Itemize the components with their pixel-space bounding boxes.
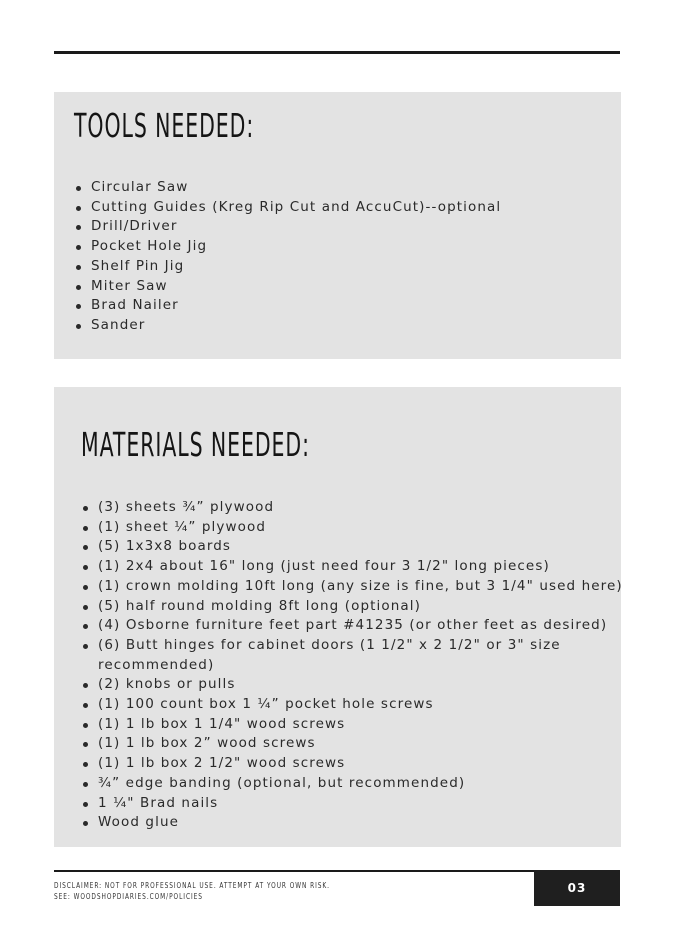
list-item: (1) sheet ¼” plywood	[82, 518, 612, 538]
list-item: (1) 100 count box 1 ¼” pocket hole screws	[82, 695, 612, 715]
tools-list	[75, 178, 501, 336]
materials-needed-panel	[54, 387, 621, 847]
list-item: (1) 1 lb box 1 1/4" wood screws	[82, 715, 612, 735]
list-item: Shelf Pin Jig	[75, 257, 501, 277]
list-item: (1) crown molding 10ft long (any size is fine, but 3 1/4" used here)	[82, 577, 612, 597]
list-item: Cutting Guides (Kreg Rip Cut and AccuCut)--optional	[75, 198, 501, 218]
list-item: ¾” edge banding (optional, but recommended)	[82, 774, 612, 794]
tools-heading: TOOLS NEEDED:	[74, 106, 255, 145]
list-item: (6) Butt hinges for cabinet doors (1 1/2" x 2 1/2" or 3" size recommended)	[82, 636, 612, 675]
list-item: (5) 1x3x8 boards	[82, 537, 612, 557]
list-item: 1 ¼" Brad nails	[82, 794, 612, 814]
list-item: Sander	[75, 316, 501, 336]
list-item: (1) 1 lb box 2 1/2" wood screws	[82, 754, 612, 774]
page-number-badge	[534, 870, 620, 906]
list-item: Wood glue	[82, 813, 612, 833]
disclaimer-line: DISCLAIMER: NOT FOR PROFESSIONAL USE. ATTEMPT AT YOUR OWN RISK.	[54, 881, 330, 890]
list-item: Brad Nailer	[75, 296, 501, 316]
list-item: (2) knobs or pulls	[82, 675, 612, 695]
disclaimer-link-line: SEE: WOODSHOPDIARIES.COM/POLICIES	[54, 891, 203, 901]
tools-needed-panel	[54, 92, 621, 359]
list-item: (3) sheets ¾” plywood	[82, 498, 612, 518]
list-item: Pocket Hole Jig	[75, 237, 501, 257]
list-item: (5) half round molding 8ft long (optional)	[82, 597, 612, 617]
list-item: Circular Saw	[75, 178, 501, 198]
materials-heading: MATERIALS NEEDED:	[81, 425, 310, 464]
list-item: (4) Osborne furniture feet part #41235 (or other feet as desired)	[82, 616, 612, 636]
list-item: Drill/Driver	[75, 217, 501, 237]
list-item: Miter Saw	[75, 277, 501, 297]
list-item: (1) 2x4 about 16" long (just need four 3 1/2" long pieces)	[82, 557, 612, 577]
list-item: (1) 1 lb box 2” wood screws	[82, 734, 612, 754]
page-number: 03	[567, 881, 587, 895]
top-divider	[54, 51, 620, 54]
footer-divider	[54, 870, 534, 872]
materials-list	[82, 498, 623, 833]
disclaimer-text	[54, 881, 330, 902]
